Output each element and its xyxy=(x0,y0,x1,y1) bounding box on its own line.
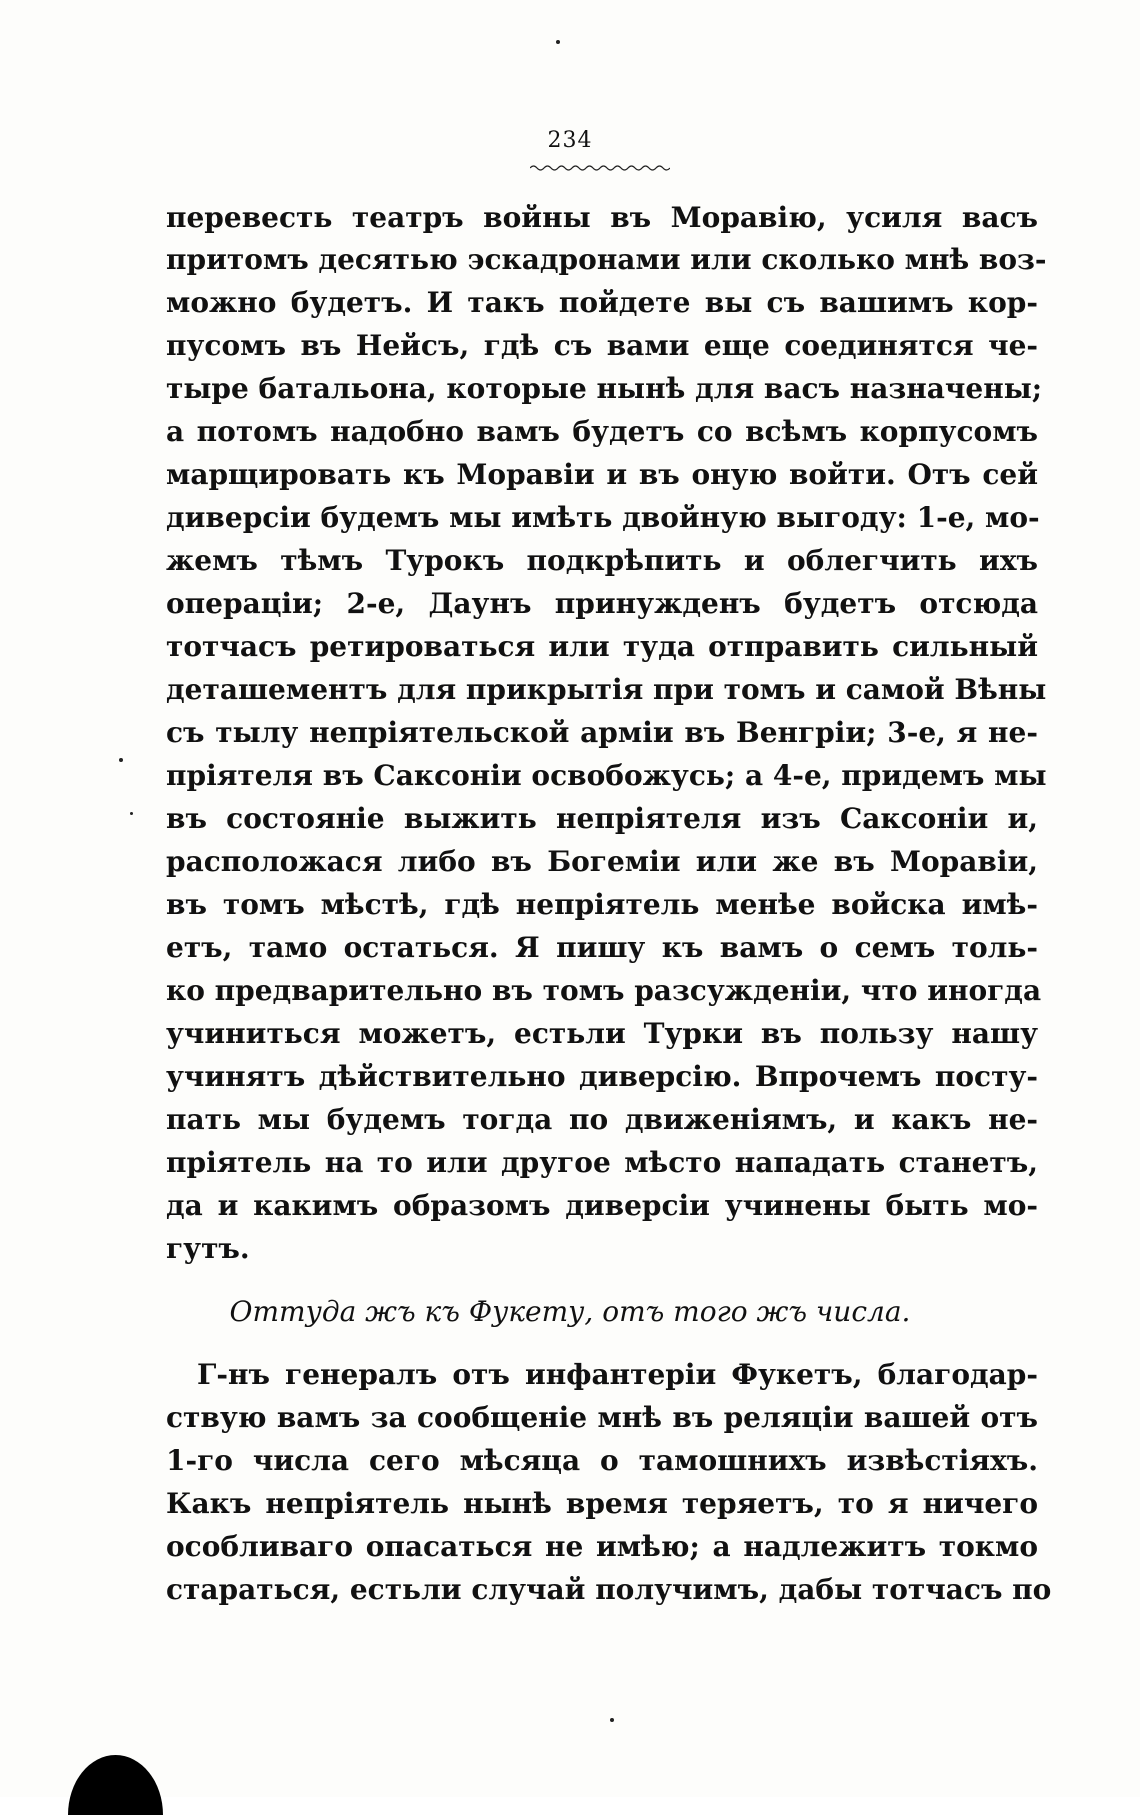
page-number: 234 xyxy=(547,128,593,153)
text-line: жемъ тѣмъ Турокъ подкрѣпить и облегчить ихъ xyxy=(166,544,1038,577)
text-line: операціи; 2-е, Даунъ принужденъ будетъ отсюда xyxy=(166,587,1038,620)
page-edge-shadow xyxy=(68,1755,163,1815)
text-line: 1-го числа сего мѣсяца о тамошнихъ извѣстіяхъ. xyxy=(166,1444,1038,1477)
text-line: въ томъ мѣстѣ, гдѣ непріятель менѣе войска имѣ- xyxy=(166,888,1038,921)
text-line: можно будетъ. И такъ пойдете вы съ вашимъ кор- xyxy=(166,286,1038,319)
text-line: расположася либо въ Богеміи или же въ Моравіи, xyxy=(166,845,1038,878)
text-line: Какъ непріятель нынѣ время теряетъ, то я ничего xyxy=(166,1487,1038,1520)
text-line: диверсіи будемъ мы имѣть двойную выгоду: 1-е, мо- xyxy=(166,501,1040,534)
text-line: особливаго опасаться не имѣю; а надлежитъ токмо xyxy=(166,1530,1038,1563)
ink-speck xyxy=(119,758,123,762)
text-line: марщировать къ Моравіи и въ оную войти. Отъ сей xyxy=(166,458,1038,491)
text-line: пріятель на то или другое мѣсто нападать станетъ, xyxy=(166,1146,1038,1179)
text-line: пусомъ въ Нейсъ, гдѣ съ вами еще соединятся че- xyxy=(166,329,1038,362)
ink-speck xyxy=(610,1718,614,1722)
text-line: ко предварительно въ томъ разсужденіи, что иногда xyxy=(166,974,1042,1007)
letter-heading: Оттуда жъ къ Фукету, отъ того жъ числа. xyxy=(229,1295,911,1328)
text-line: съ тылу непріятельской арміи въ Венгріи; 3-е, я не- xyxy=(166,716,1038,749)
text-line: а потомъ надобно вамъ будетъ со всѣмъ корпусомъ xyxy=(166,415,1038,448)
text-line: перевесть театръ войны въ Моравію, усиля васъ xyxy=(166,201,1038,234)
text-line: притомъ десятью эскадронами или сколько мнѣ воз- xyxy=(166,243,1047,276)
ink-speck xyxy=(556,40,560,44)
ink-speck xyxy=(130,812,133,815)
text-line: Г-нъ генералъ отъ инфантеріи Фукетъ, благодар- xyxy=(197,1358,1038,1391)
text-line: етъ, тамо остаться. Я пишу къ вамъ о семъ толь- xyxy=(166,931,1038,964)
text-line: пріятеля въ Саксоніи освобожусь; а 4-е, придемъ мы xyxy=(166,759,1047,792)
text-line: учиниться можетъ, естьли Турки въ пользу нашу xyxy=(166,1017,1038,1050)
text-line: тотчасъ ретироваться или туда отправить сильный xyxy=(166,630,1038,663)
text-line: тыре батальона, которые нынѣ для васъ назначены; xyxy=(166,372,1043,405)
text-line: стараться, естьли случай получимъ, дабы тотчасъ по xyxy=(166,1573,1052,1606)
text-line: въ состояніе выжить непріятеля изъ Саксоніи и, xyxy=(166,802,1038,835)
decorative-wavy-rule xyxy=(530,164,670,172)
text-line: ствую вамъ за сообщеніе мнѣ въ реляціи вашей отъ xyxy=(166,1401,1038,1434)
text-line: учинятъ дѣйствительно диверсію. Впрочемъ посту- xyxy=(166,1060,1038,1093)
text-line: гутъ. xyxy=(166,1232,250,1265)
text-line: да и какимъ образомъ диверсіи учинены быть мо- xyxy=(166,1189,1038,1222)
text-line: пать мы будемъ тогда по движеніямъ, и какъ не- xyxy=(166,1103,1038,1136)
text-line: деташементъ для прикрытія при томъ и самой Вѣны xyxy=(166,673,1047,706)
